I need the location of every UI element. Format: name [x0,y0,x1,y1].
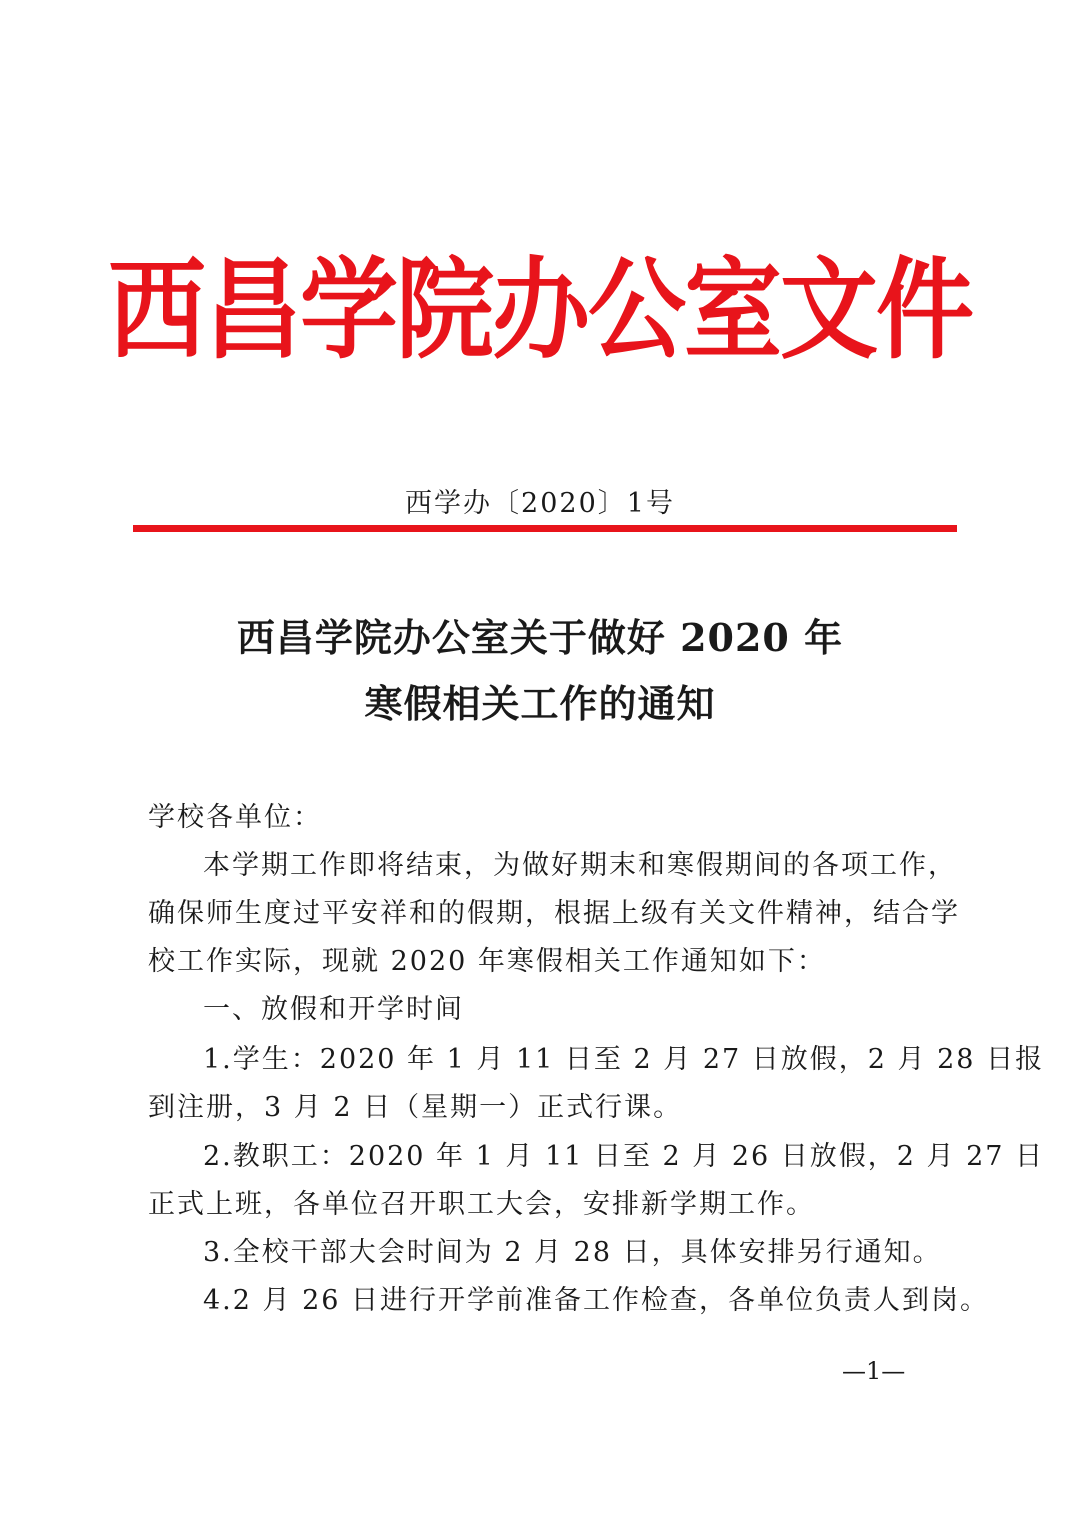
item-3: 3.全校干部大会时间为 2 月 28 日，具体安排另行通知。 [203,1237,942,1268]
item-2-line-1: 2.教职工：2020 年 1 月 11 日至 2 月 26 日放假，2 月 27 日 [203,1141,1045,1172]
intro-line-2: 确保师生度过平安祥和的假期，根据上级有关文件精神，结合学 [148,898,960,929]
document-number: 西学办〔2020〕1号 [405,488,675,519]
red-divider-line [133,525,957,532]
notice-title-line-2: 寒假相关工作的通知 [364,681,716,726]
item-1-line-1: 1.学生：2020 年 1 月 11 日至 2 月 27 日放假，2 月 28 日报 [203,1044,1045,1075]
item-1-line-2: 到注册，3 月 2 日（星期一）正式行课。 [148,1092,683,1123]
notice-title-line-1: 西昌学院办公室关于做好 2020 年 [236,615,844,660]
intro-line-1: 本学期工作即将结束，为做好期末和寒假期间的各项工作， [203,850,957,881]
section-heading: 一、放假和开学时间 [203,994,464,1025]
page-number: —1— [842,1357,906,1385]
item-2-line-2: 正式上班，各单位召开职工大会，安排新学期工作。 [148,1189,815,1220]
salutation: 学校各单位： [148,802,322,833]
intro-line-3: 校工作实际，现就 2020 年寒假相关工作通知如下： [148,946,826,977]
item-4: 4.2 月 26 日进行开学前准备工作检查，各单位负责人到岗。 [203,1285,990,1316]
masthead-title: 西昌学院办公室文件 [107,246,972,375]
